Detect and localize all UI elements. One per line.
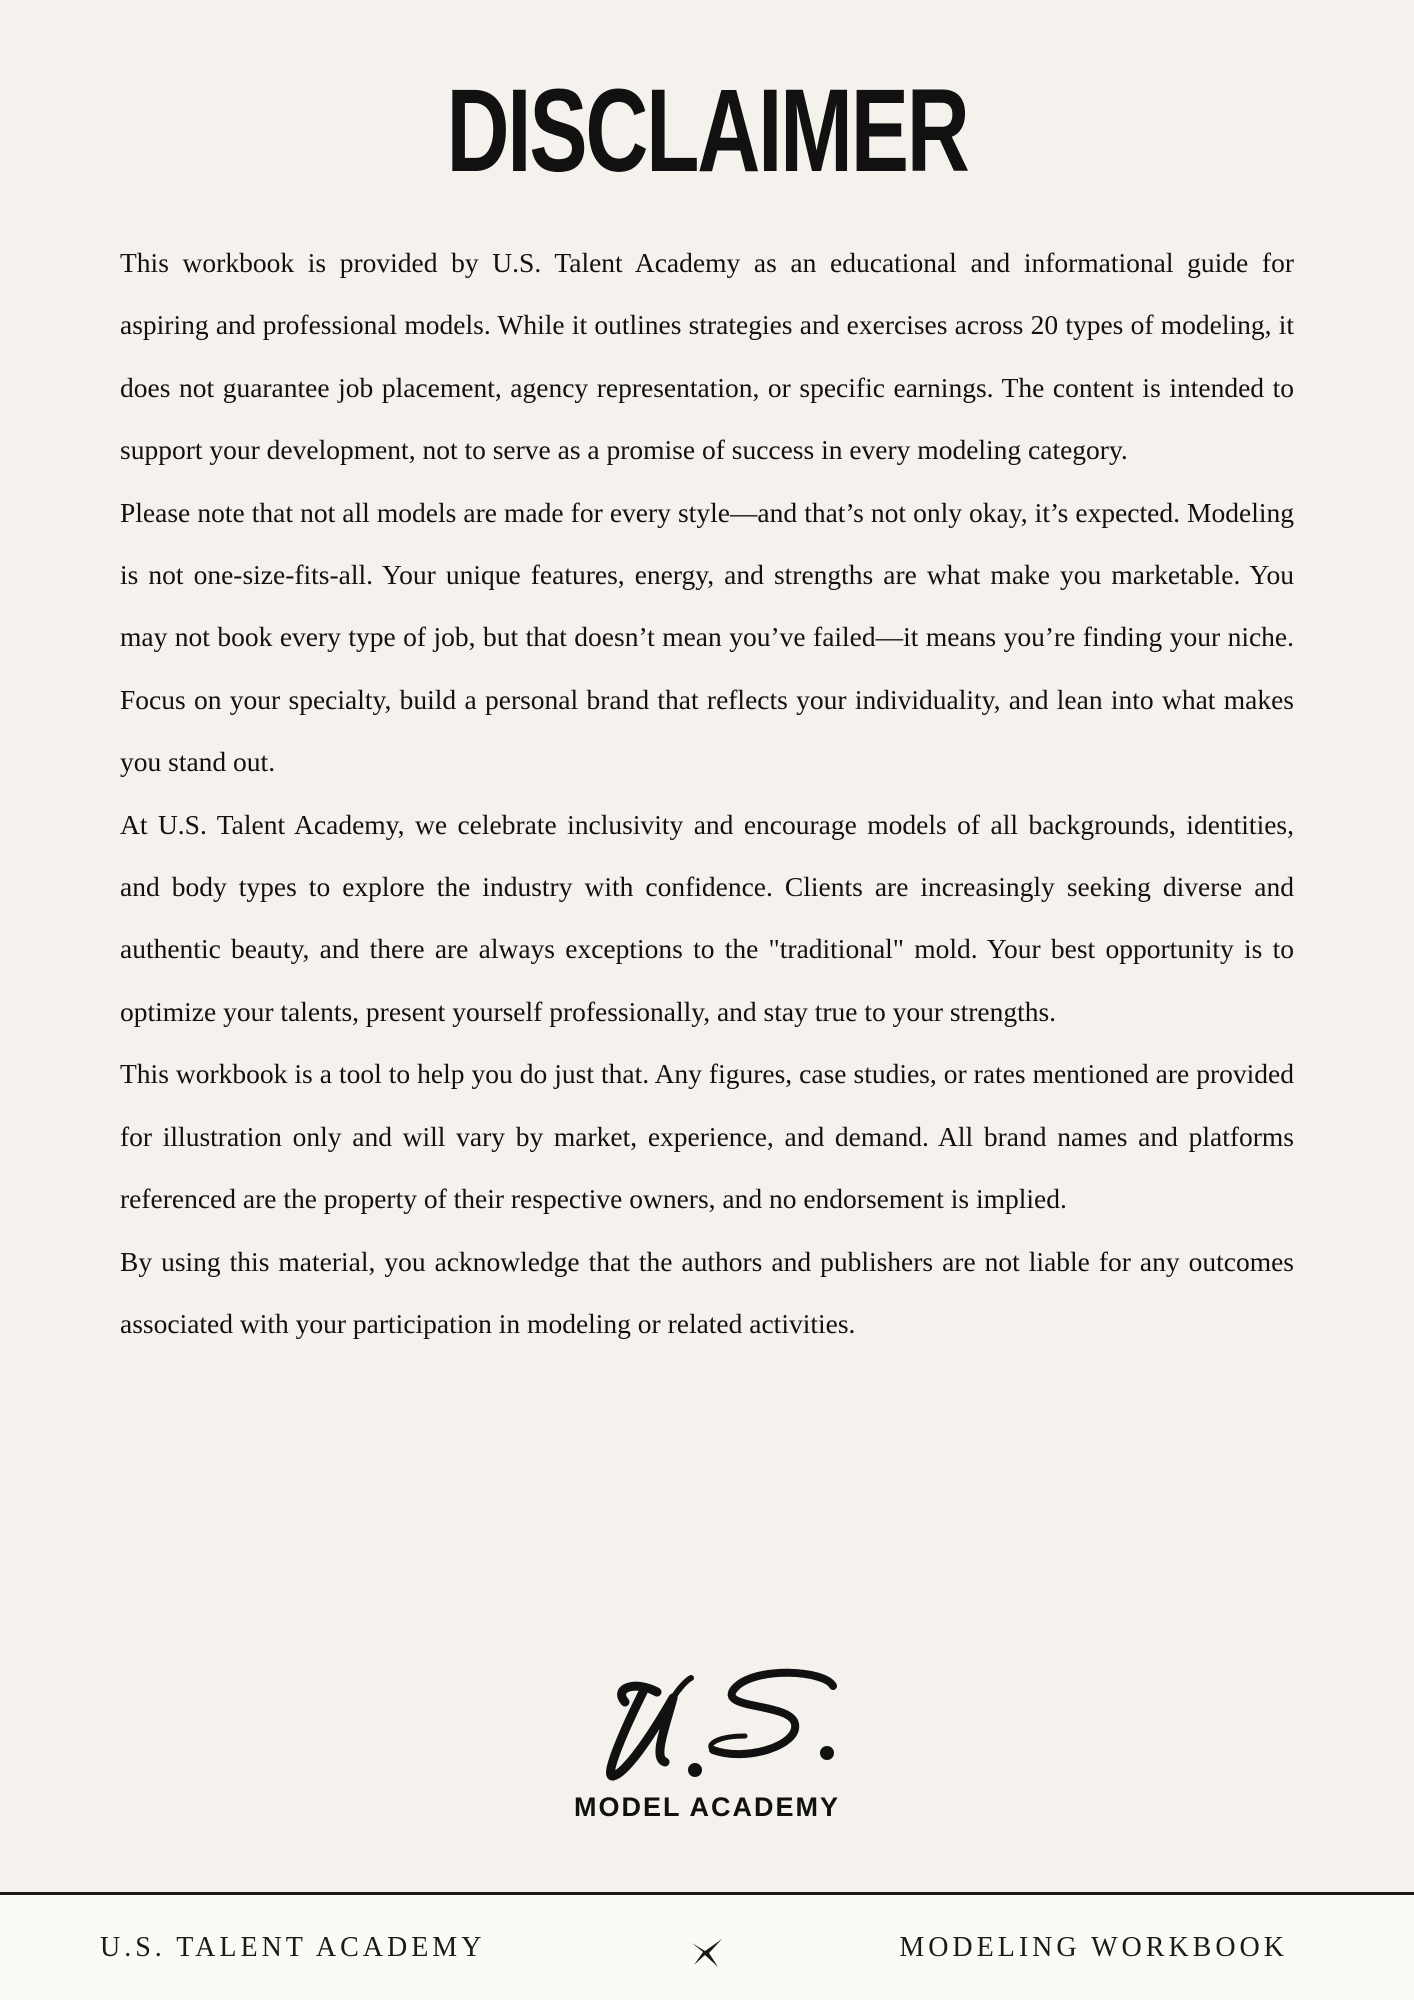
paragraph: At U.S. Talent Academy, we celebrate inclusivity and encourage models of all backgrounds, identities, and body types to explore the industry with confidence. Clients are increasingly seeking diverse and authentic beauty, and there are always exceptions to the "traditional" mold. Your best opportunity is to optimize your talents, present yourself professionally, and stay true to your strengths. xyxy=(120,808,1294,1027)
us-script-logo xyxy=(595,1658,855,1788)
paragraph: This workbook is provided by U.S. Talent Academy as an educational and informational guide for aspiring and professional models. While it outlines strategies and exercises across 20 types of modeling, it does not guarantee job placement, agency representation, or specific earnings. The content is intended to support your development, not to serve as a promise of success in every modeling category. xyxy=(120,247,1294,466)
paragraph: Please note that not all models are made for every style—and that’s not only okay, it’s expected. Modeling is not one-size-fits-all. Your unique features, energy, and strengths are what make you marketable. You may not book every type of job, but that doesn’t mean you’ve failed—it means you’re finding your niche. Focus on your specialty, build a personal brand that reflects your individuality, and lean into what makes you stand out. xyxy=(120,496,1294,778)
logo-text: MODEL ACADEMY xyxy=(573,1792,840,1822)
disclaimer-body xyxy=(120,232,1294,1355)
sparkle-star-icon xyxy=(690,1935,724,1969)
footer-right-text: MODELING WORKBOOK xyxy=(899,1932,1288,1963)
academy-logo xyxy=(0,1650,1414,1840)
page-footer xyxy=(0,1895,1414,2000)
paragraph: By using this material, you acknowledge that the authors and publishers are not liable for any outcomes associated with your participation in modeling or related activities. xyxy=(120,1245,1294,1339)
paragraph: This workbook is a tool to help you do just that. Any figures, case studies, or rates mentioned are provided for illustration only and will vary by market, experience, and demand. All brand names and platforms referenced are the property of their respective owners, and no endorsement is implied. xyxy=(120,1058,1294,1215)
page-title: DISCLAIMER xyxy=(446,65,968,197)
footer-left-text: U.S. TALENT ACADEMY xyxy=(100,1932,486,1963)
